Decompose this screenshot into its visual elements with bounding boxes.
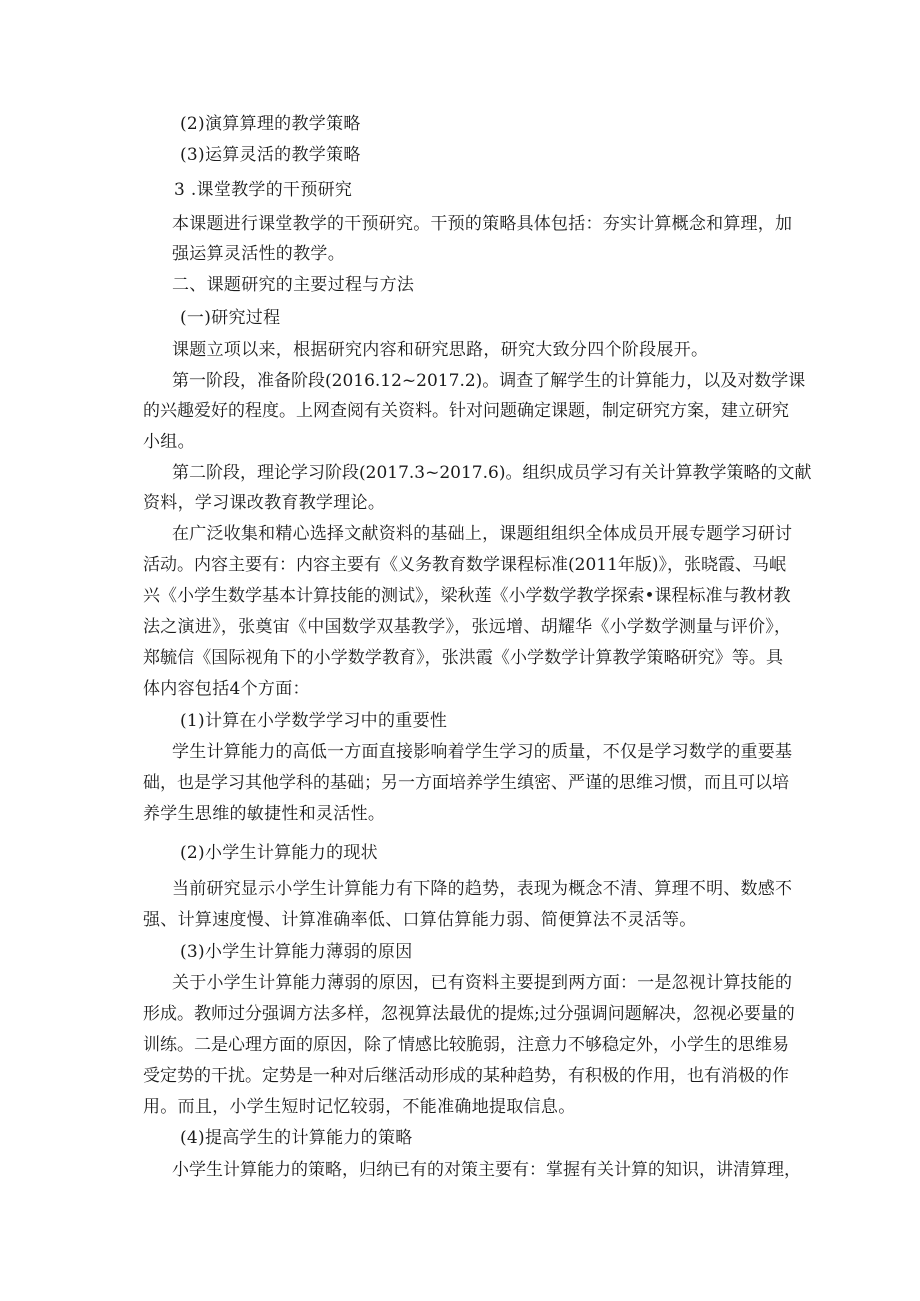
paragraph-line: 小组。 [143,432,195,452]
paragraph-line: 兴《小学生数学基本计算技能的测试》，梁秋莲《小学数学教学探索•课程标准与教材教 [143,586,791,606]
paragraph-line: 训练。二是心理方面的原因，除了情感比较脆弱，注意力不够稳定外，小学生的思维易 [143,1035,789,1055]
paragraph-line: 关于小学生计算能力薄弱的原因，已有资料主要提到两方面：一是忽视计算技能的 [172,973,792,993]
paragraph-line: 用。而且，小学生短时记忆较弱，不能准确地提取信息。 [143,1097,576,1117]
paragraph-line: 当前研究显示小学生计算能力有下降的趋势，表现为概念不清、算理不明、数感不 [172,879,792,899]
paragraph-line: 小学生计算能力的策略，归纳已有的对策主要有：掌握有关计算的知识，讲清算理， [172,1160,801,1180]
paragraph-line: 郑毓信《国际视角下的小学数学教育》，张洪霞《小学数学计算教学策略研究》等。具 [143,648,783,668]
subsection-heading: (3)运算灵活的教学策略 [180,145,361,165]
paragraph-line: 资料，学习课改教育教学理论。 [143,493,386,513]
paragraph-line: 活动。内容主要有：内容主要有《义务教育数学课程标准(2011年版)》，张晓霞、马岷 [143,555,787,575]
subsection-heading: (一)研究过程 [180,308,281,328]
paragraph-line: 课题立项以来，根据研究内容和研究思路，研究大致分四个阶段展开。 [172,340,709,360]
paragraph-line: 强、计算速度慢、计算准确率低、口算估算能力弱、简便算法不灵活等。 [143,910,697,930]
subsection-heading: (2)演算算理的教学策略 [180,114,361,134]
paragraph-line: 强运算灵活性的教学。 [172,244,345,264]
subsection-heading: (1)计算在小学数学学习中的重要性 [180,711,448,731]
paragraph-line: 体内容包括4个方面： [143,679,310,699]
paragraph-line: 养学生思维的敏捷性和灵活性。 [143,804,386,824]
subsection-heading: (2)小学生计算能力的现状 [180,843,378,863]
chapter-heading: 二、课题研究的主要过程与方法 [172,275,415,295]
paragraph-line: 形成。教师过分强调方法多样，忽视算法最优的提炼;过分强调问题解决，忽视必要量的 [143,1004,795,1024]
subsection-heading: (3)小学生计算能力薄弱的原因 [180,942,413,962]
section-heading: 3 .课堂教学的干预研究 [174,180,353,200]
paragraph-line: 受定势的干扰。定势是一种对后继活动形成的某种趋势，有积极的作用，也有消极的作 [143,1066,789,1086]
paragraph-line: 础，也是学习其他学科的基础；另一方面培养学生缜密、严谨的思维习惯，而且可以培 [143,773,789,793]
paragraph-line: 第二阶段，理论学习阶段(2017.3~2017.6)。组织成员学习有关计算教学策略的文献 [172,463,812,483]
paragraph-line: 在广泛收集和精心选择文献资料的基础上，课题组组织全体成员开展专题学习研讨 [172,524,792,544]
paragraph-line: 本课题进行课堂教学的干预研究。干预的策略具体包括：夯实计算概念和算理，加 [172,214,792,234]
subsection-heading: (4)提高学生的计算能力的策略 [180,1128,413,1148]
paragraph-line: 的兴趣爱好的程度。上网查阅有关资料。针对问题确定课题，制定研究方案，建立研究 [143,401,789,421]
paragraph-line: 第一阶段，准备阶段(2016.12~2017.2)。调查了解学生的计算能力，以及对数学课 [172,371,806,391]
paragraph-line: 学生计算能力的高低一方面直接影响着学生学习的质量，不仅是学习数学的重要基 [172,742,792,762]
paragraph-line: 法之演进》，张奠宙《中国数学双基教学》，张远增、胡耀华《小学数学测量与评价》， [143,617,791,637]
